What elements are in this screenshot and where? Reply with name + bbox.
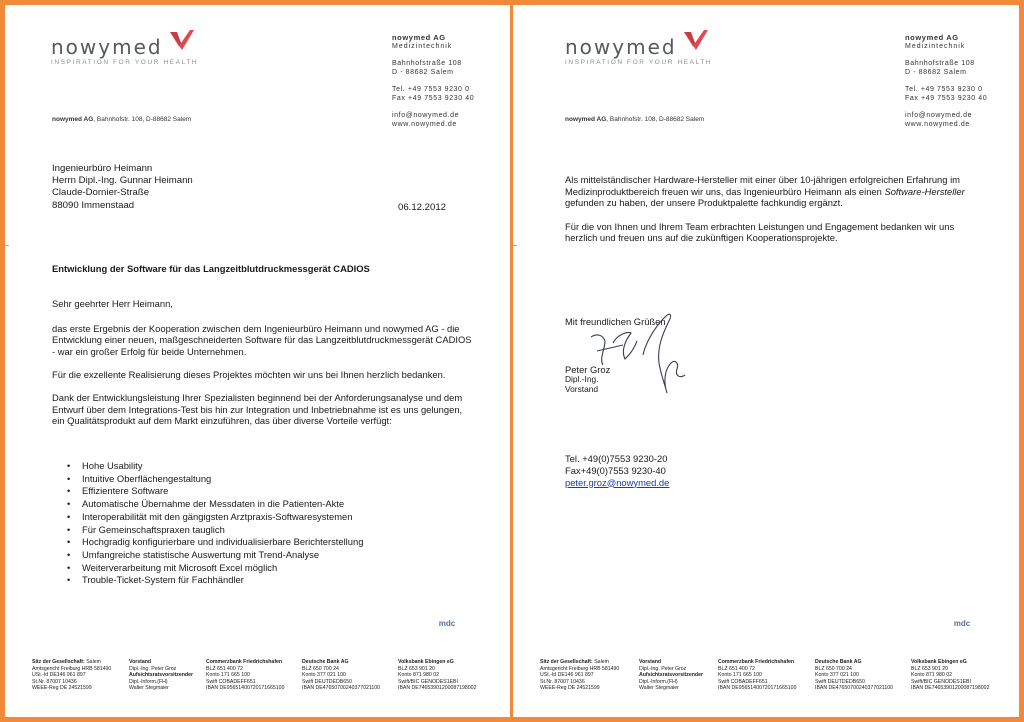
closing-phrase: Mit freundlichen Grüßen [565, 316, 666, 327]
company-address-block [392, 33, 474, 129]
footer-company-info [32, 659, 111, 692]
logo-check-icon [169, 29, 195, 51]
footer-line: Konto 871 980 02 [398, 672, 439, 678]
recipient-line: Claude-Dornier-Straße [52, 187, 150, 199]
list-item: • Hohe Usability [67, 460, 363, 473]
footer-line: Swift COBADEFF651 [718, 678, 768, 685]
footer-line: IBAN DE74653901200087198002 [911, 685, 990, 691]
company-email: info@nowymed.de [392, 112, 460, 119]
footer-line: Konto 171 665 100 [718, 672, 762, 678]
cert-seal-icon: mdc [953, 619, 971, 628]
company-subtitle: Medizintechnik [905, 43, 966, 50]
footer-line: Konto 377 021 100 [302, 672, 346, 678]
company-subtitle: Medizintechnik [392, 43, 453, 50]
footer-value: Salem [594, 659, 609, 665]
sender-name: nowymed AG [565, 116, 607, 123]
footer-line: Swift/BIC GENODES1EBI [911, 678, 971, 685]
signer-name: Peter Groz [565, 364, 611, 375]
footer-line: BLZ 651 400 72 [206, 665, 243, 672]
company-address-block [905, 33, 987, 129]
paragraph: Für die exzellente Realisierung dieses Projektes möchten wir uns bei Ihnen herzlich bedanken. [52, 368, 446, 380]
footer-bank-deutsche [302, 659, 380, 692]
footer-line: Aufsichtsratsvorsitzender [129, 672, 193, 678]
footer-line: IBAN DE47650700240377021100 [815, 685, 894, 691]
signer-contact [565, 453, 669, 488]
footer-title: Deutsche Bank AG [815, 659, 862, 665]
footer-bank-commerzbank [206, 659, 284, 692]
footer-line: Swift/BIC GENODES1EBI [398, 678, 458, 685]
footer-bank-deutsche [815, 659, 893, 692]
certification-badge [422, 619, 472, 628]
sender-name: nowymed AG [52, 116, 94, 123]
footer-line: Swift COBADEFF651 [206, 678, 256, 685]
company-street: Bahnhofstraße 108 [905, 60, 975, 67]
cert-seal-icon: mdc [438, 619, 456, 628]
company-name: nowymed AG [392, 33, 446, 42]
footer-line: Swift DEUTDEDB650 [815, 678, 865, 685]
footer-line: Dipl.-Inform.(FH) [639, 678, 678, 685]
contact-phone: Tel. +49(0)7553 9230-20 [565, 453, 668, 464]
list-item: • Intuitive Oberflächengestaltung [67, 473, 363, 486]
footer-value: Salem [86, 659, 101, 665]
list-item: • Automatische Übernahme der Messdaten in die Patienten-Akte [67, 498, 363, 511]
footer-title: Sitz der Gesellschaft: [540, 659, 593, 665]
fold-mark [5, 245, 9, 246]
paragraph [565, 174, 965, 209]
recipient-line: Herrn Dipl.-Ing. Gunnar Heimann [52, 175, 193, 187]
footer-line: USt.-Id DE146 961 897 [540, 672, 594, 678]
logo-tagline: INSPIRATION FOR YOUR HEALTH [51, 59, 199, 66]
letter-body-continued [565, 174, 965, 256]
letter-subject: Entwicklung der Software für das Langzeitblutdruckmessgerät CADIOS [52, 263, 370, 274]
paragraph: Für die von Ihnen und Ihrem Team erbrachten Leistungen und Engagement bedanken wir uns herzlich und freuen uns auf die zukünftigen Kooperationsprojekte. [565, 220, 955, 244]
logo-wordmark: nowymed [565, 35, 677, 59]
footer-title: Commerzbank Friedrichshafen [206, 659, 283, 665]
salutation: Sehr geehrter Herr Heimann, [52, 298, 173, 309]
letter-page-1 [5, 5, 510, 717]
sender-return-line [52, 116, 191, 123]
footer-line: Dipl.-Ing. Peter Groz [129, 665, 177, 672]
footer-title: Vorstand [639, 659, 662, 665]
footer-bank-volksbank [911, 659, 989, 692]
list-item: • Trouble-Ticket-System für Fachhändler [67, 574, 363, 587]
paragraph-text: gefunden zu haben, der unsere Produktpalette fachkundig ergänzt. [565, 197, 843, 209]
advantages-list [67, 460, 363, 587]
company-logo [565, 29, 725, 69]
company-fax: Fax +49 7553 9230 40 [392, 95, 475, 102]
footer-board [129, 659, 193, 692]
logo-check-icon [683, 29, 709, 51]
footer-board [639, 659, 703, 692]
footer-bank-commerzbank [718, 659, 796, 692]
list-item: • Umfangreiche statistische Auswertung mit Trend-Analyse [67, 549, 363, 562]
list-item: • Weiterverarbeitung mit Microsoft Excel möglich [67, 562, 363, 575]
list-item: • Effizientere Software [67, 485, 363, 498]
footer-line: Konto 377 021 100 [815, 672, 859, 678]
company-web: www.nowymed.de [905, 121, 970, 128]
footer-line: USt.-Id DE146 961 897 [32, 672, 86, 678]
footer-company-info [540, 659, 619, 692]
footer-line: St.Nr. 87007 10436 [540, 678, 585, 685]
footer-bank-volksbank [398, 659, 476, 692]
paragraph-text: Als mittelständischer Hardware-Hersteller mit einer über 10-jährigen erfolgreichen Erfahrung im Medizinproduktbereich freuen wir uns, das Ingenieurbüro Heimann als einen [565, 174, 960, 197]
letter-page-2 [513, 5, 1019, 717]
recipient-address [52, 163, 193, 212]
footer-line: IBAN DE95651400720171665100 [206, 685, 285, 691]
footer-line: Dipl.-Inform.(FH) [129, 678, 168, 685]
footer-line: Amtsgericht Freiburg HRB 581490 [32, 665, 112, 672]
footer-title: Vorstand [129, 659, 152, 665]
recipient-line: 88090 Immenstaad [52, 199, 135, 211]
contact-email-link[interactable]: peter.groz@nowymed.de [565, 476, 670, 488]
company-logo [51, 29, 211, 69]
company-web: www.nowymed.de [392, 121, 457, 128]
company-street: Bahnhofstraße 108 [392, 60, 462, 67]
footer-line: Walter Stegmaier [639, 685, 679, 691]
footer-line: Konto 871 980 02 [911, 672, 952, 678]
footer-line: WEEE-Reg DE 24521599 [540, 685, 600, 691]
company-city: D - 88682 Salem [905, 69, 967, 76]
footer-title: Volksbank Ebingen eG [911, 659, 967, 665]
sender-address: , Bahnhofstr. 108, D-88682 Salem [93, 116, 192, 123]
footer-title: Commerzbank Friedrichshafen [718, 659, 795, 665]
signer-degree: Dipl.-Ing. [565, 374, 599, 384]
footer-line: BLZ 653 901 20 [398, 665, 435, 672]
paragraph-emphasis: Software-Hersteller [884, 185, 965, 197]
company-email: info@nowymed.de [905, 112, 973, 119]
footer-line: Konto 171 665 100 [206, 672, 250, 678]
footer-line: Aufsichtsratsvorsitzender [639, 672, 703, 678]
signer-role: Vorstand [565, 383, 599, 394]
fold-mark [513, 245, 517, 246]
letter-body [52, 298, 472, 439]
company-tel: Tel. +49 7553 9230 0 [905, 86, 983, 93]
company-fax: Fax +49 7553 9230 40 [905, 95, 988, 102]
list-item: • Interoperabilität mit den gängigsten Arztpraxis-Softwaresystemen [67, 511, 363, 524]
paragraph: das erste Ergebnis der Kooperation zwischen dem Ingenieurbüro Heimann und nowymed AG - die Entwicklung einer neuen, maßgeschneiderten Software für das Langzeitblutdruckmessgerät CADIOS - war ein großer Erfolg für beide Unternehmen. [52, 322, 472, 357]
footer-line: Amtsgericht Freiburg HRB 581490 [540, 665, 620, 672]
sender-address: , Bahnhofstr. 108, D-88682 Salem [606, 116, 705, 123]
footer-title: Volksbank Ebingen eG [398, 659, 454, 665]
footer-line: IBAN DE74653901200087198002 [398, 685, 477, 691]
sender-return-line [565, 116, 704, 123]
footer-line: IBAN DE95651400720171665100 [718, 685, 797, 691]
paragraph: Dank der Entwicklungsleistung Ihrer Spezialisten beginnend bei der Anforderungsanalyse und dem Entwurf über dem Integrations-Test bis hin zur Integration und Inbetriebnahme ist es uns gelungen, ein Qualitätsprodukt auf dem Markt einzuführen, das über diverse Vorteile verfügt: [52, 392, 463, 427]
footer-title: Deutsche Bank AG [302, 659, 349, 665]
certification-badge [937, 619, 987, 628]
footer-line: St.Nr. 87007 10436 [32, 678, 77, 685]
footer-line: BLZ 653 901 20 [911, 665, 948, 672]
footer-line: WEEE-Reg DE 24521599 [32, 685, 92, 691]
footer-line: Swift DEUTDEDB650 [302, 678, 352, 685]
logo-wordmark: nowymed [51, 35, 163, 59]
company-tel: Tel. +49 7553 9230 0 [392, 86, 470, 93]
signer-block [565, 364, 610, 394]
footer-line: BLZ 651 400 72 [718, 665, 755, 672]
list-item: • Hochgradig konfigurierbare und individualisierbare Berichterstellung [67, 536, 363, 549]
footer-line: BLZ 650 700 24 [302, 665, 339, 672]
company-name: nowymed AG [905, 33, 959, 42]
footer-line: IBAN DE47650700240377021100 [302, 685, 381, 691]
contact-fax: Fax+49(0)7553 9230-40 [565, 464, 666, 476]
recipient-line: Ingenieurbüro Heimann [52, 163, 153, 174]
footer-line: Walter Stegmaier [129, 685, 169, 691]
letter-date: 06.12.2012 [398, 202, 447, 213]
footer-line: BLZ 650 700 24 [815, 665, 852, 672]
company-city: D - 88682 Salem [392, 69, 454, 76]
footer-title: Sitz der Gesellschaft: [32, 659, 85, 665]
footer-line: Dipl.-Ing. Peter Groz [639, 665, 687, 672]
logo-tagline: INSPIRATION FOR YOUR HEALTH [565, 59, 713, 66]
list-item: • Für Gemeinschaftspraxen tauglich [67, 524, 363, 537]
